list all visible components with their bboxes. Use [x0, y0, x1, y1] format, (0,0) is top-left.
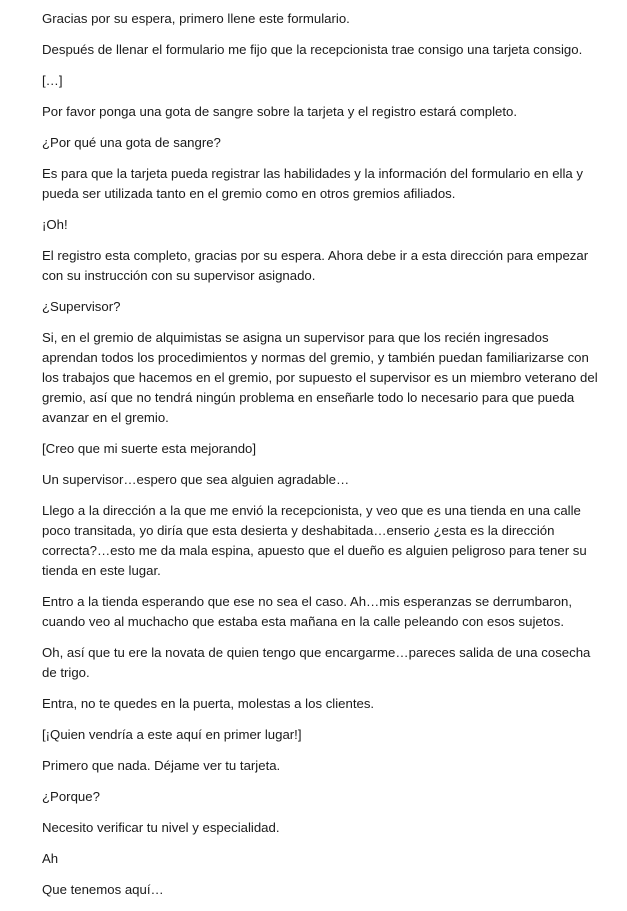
paragraph-2: Después de llenar el formulario me fijo que la recepcionista trae consigo una tarjeta consigo. [42, 42, 583, 57]
paragraph-12: Un supervisor…espero que sea alguien agradable… [42, 472, 350, 487]
paragraph-3: […] [42, 73, 63, 88]
paragraph-22: Que tenemos aquí… [42, 882, 164, 897]
paragraph-6: Es para que la tarjeta pueda registrar las habilidades y la información del formulario en ella y pueda ser utilizada tanto en el gremio como en otros gremios afiliados. [42, 166, 583, 201]
paragraph-18: Primero que nada. Déjame ver tu tarjeta. [42, 758, 281, 773]
paragraph-20: Necesito verificar tu nivel y especialidad. [42, 820, 280, 835]
document-page [42, 9, 602, 911]
paragraph-7: ¡Oh! [42, 217, 68, 232]
paragraph-13: Llego a la dirección a la que me envió la recepcionista, y veo que es una tienda en una calle poco transitada, yo diría que esta desierta y deshabitada…enserio ¿esta es la dirección correcta?…esto me da mala espina, apuesto que el dueño es alguien peligroso para tener su tienda en este lugar. [42, 503, 587, 578]
paragraph-21: Ah [42, 851, 59, 866]
paragraph-1: Gracias por su espera, primero llene este formulario. [42, 11, 350, 26]
paragraph-19: ¿Porque? [42, 789, 100, 804]
paragraph-8: El registro esta completo, gracias por su espera. Ahora debe ir a esta dirección para empezar con su instrucción con su supervisor asignado. [42, 248, 589, 283]
paragraph-15: Oh, así que tu ere la novata de quien tengo que encargarme…pareces salida de una cosecha de trigo. [42, 645, 591, 680]
paragraph-11: [Creo que mi suerte esta mejorando] [42, 441, 257, 456]
paragraph-17: [¡Quien vendría a este aquí en primer lugar!] [42, 727, 302, 742]
paragraph-9: ¿Supervisor? [42, 299, 121, 314]
paragraph-16: Entra, no te quedes en la puerta, molestas a los clientes. [42, 696, 375, 711]
paragraph-5: ¿Por qué una gota de sangre? [42, 135, 221, 150]
paragraph-4: Por favor ponga una gota de sangre sobre la tarjeta y el registro estará completo. [42, 104, 518, 119]
paragraph-14: Entro a la tienda esperando que ese no sea el caso. Ah…mis esperanzas se derrumbaron, cuando veo al muchacho que estaba esta mañana en la calle peleando con esos sujetos. [42, 594, 573, 629]
paragraph-10: Si, en el gremio de alquimistas se asigna un supervisor para que los recién ingresados aprendan todos los procedimientos y normas del gremio, y también puedan familiarizarse con los trabajos que hacemos en el gremio, por supuesto el supervisor es un miembro veterano del gremio, así que no tendrá ningún problema en enseñarle todo lo necesario para que pueda avanzar en el gremio. [42, 330, 598, 425]
